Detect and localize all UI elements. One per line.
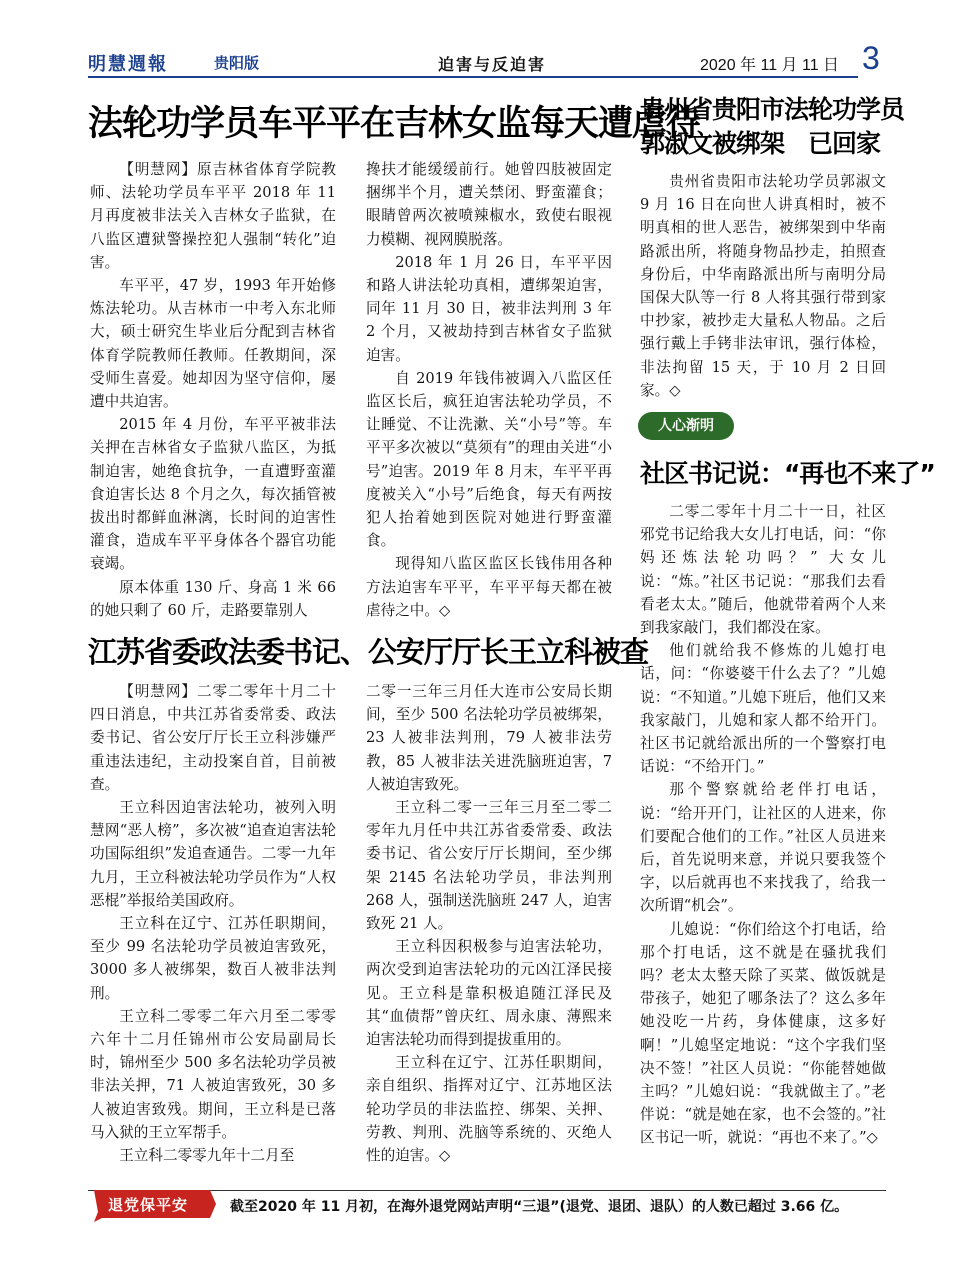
- paragraph: 王立科二零零九年十二月至: [119, 1147, 295, 1165]
- header-divider: [88, 76, 858, 78]
- article2-title: 江苏省委政法委书记、公安厅厅长王立科被查: [88, 635, 649, 669]
- paragraph: 搀扶才能缓缓前行。她曾四肢被固定捆绑半个月，遭关禁闭、野蛮灌食；眼睛曾两次被喷辣椒水，致使右眼视力模糊、视网膜脱落。: [366, 161, 612, 248]
- paragraph: 王立科在辽宁、江苏任职期间，亲自组织、指挥对辽宁、江苏地区法轮功学员的非法监控、绑架、关押、劳教、判刑、洗脑等系统的、灭绝人性的迫害。◇: [366, 1054, 612, 1165]
- paragraph: 二零二零年十月二十一日，社区邪党书记给我大女儿打电话，问：“你妈还炼法轮功吗？” 大女儿说：“炼。”社区书记说：“那我们去看看老太太。”随后，他就带着两个人来到我家敲门，我们都没在家。: [640, 503, 886, 637]
- article3-title-line-1: 贵州省贵阳市法轮功学员: [640, 95, 905, 124]
- paragraph: 【明慧网】原吉林省体育学院教师、法轮功学员车平平 2018 年 11 月再度被非法关入吉林女子监狱，在八监区遭狱警操控犯人强制“转化”迫害。: [90, 161, 336, 271]
- paragraph: 王立科在辽宁、江苏任职期间，至少 99 名法轮功学员被迫害致死，3000 多人被绑架，数百人被非法判刑。: [90, 915, 336, 1002]
- paragraph: 自 2019 年钱伟被调入八监区任监区长后，疯狂迫害法轮功学员，不让睡觉、不让洗漱、关“小号”等。车平平多次被以“莫须有”的理由关进“小号”迫害。2019 年 8 月末，车平平再度被关入“小号”后绝食，每天有两按犯人抬着她到医院对她进行野蛮灌食。: [366, 369, 612, 550]
- article2-column-1: [90, 680, 336, 1167]
- page-number: 3: [862, 40, 880, 76]
- article2-column-2: [366, 680, 612, 1167]
- paragraph: 车平平，47 岁，1993 年开始修炼法轮功。从吉林市一中考入东北师大，硕士研究生毕业后分配到吉林省体育学院教师任教师。任教期间，深受师生喜爱。她却因为坚守信仰，屡遭中共迫害。: [90, 277, 336, 411]
- paragraph: 他们就给我不修炼的儿媳打电话，问：“你婆婆干什么去了？”儿媳说：“不知道。”儿媳下班后，他们又来我家敲门，儿媳和家人都不给开门。社区书记就给派出所的一个警察打电话说：“不给开门。”: [640, 642, 886, 776]
- article1-column-2: [366, 158, 612, 622]
- paragraph: 儿媳说：“你们给这个打电话，给那个打电话，这不就是在骚扰我们吗？老太太整天除了买菜、做饭就是带孩子，她犯了哪条法了？这么多年她没吃一片药，身体健康，这多好啊！”儿媳坚定地说：“这个字我们坚决不签！”社区人员说：“你能替她做主吗？”儿媳妇说：“我就做主了。”老伴说：“就是她在家，也不会签的。”社区书记一听，就说：“再也不来了。”◇: [640, 920, 886, 1147]
- paragraph: 【明慧网】二零二零年十月二十四日消息，中共江苏省委常委、政法委书记、省公安厅厅长王立科涉嫌严重违法违纪，主动投案自首，目前被查。: [90, 683, 336, 793]
- footer-badge-label: 退党保平安: [108, 1196, 189, 1214]
- paragraph: 2015 年 4 月份，车平平被非法关押在吉林省女子监狱八监区，为抵制迫害，她绝食抗争，一直遭野蛮灌食迫害长达 8 个月之久，每次插管被拔出时都鲜血淋漓，长时间的迫害性灌食，造成车平平身体各个器官功能衰竭。: [90, 416, 336, 573]
- section-tag: 人心渐明: [638, 412, 734, 440]
- footer-notice: 截至2020 年 11 月初，在海外退党网站声明“三退”(退党、退团、退队）的人数已超过 3.66 亿。: [230, 1199, 849, 1215]
- paragraph: 王立科二零零二年六月至二零零六年十二月任锦州市公安局副局长时，锦州至少 500 多名法轮功学员被非法关押，71 人被迫害致死，30 多人被迫害致残。期间，王立科是已落马入狱的王立军帮手。: [90, 1007, 336, 1141]
- article3-body: [640, 170, 886, 402]
- newspaper-logo: 明慧週報: [88, 54, 168, 75]
- page-header: [88, 40, 888, 78]
- paragraph: 贵州省贵阳市法轮功学员郭淑文 9 月 16 日在向世人讲真相时，被不明真相的世人恶告，被绑架到中华南路派出所，将随身物品抄走，拍照查身份后，中华南路派出所与南明分局国保大队等一行 8 人将其强行带到家中抄家，被抄走大量私人物品。之后强行戴上手铐非法审讯，强行体检，非法拘留 15 天，于 10 月 2 日回家。◇: [640, 173, 886, 399]
- paragraph: 原本体重 130 斤、身高 1 米 66 的她只剩了 60 斤，走路要靠别人: [90, 578, 336, 619]
- article3-title-line-2: 郭淑文被绑架 已回家: [640, 129, 881, 158]
- paragraph: 2018 年 1 月 26 日，车平平因和路人讲法轮功真相，遭绑架迫害，同年 11 月 30 日，被非法判刑 3 年 2 个月，又被劫持到吉林省女子监狱迫害。: [366, 253, 612, 364]
- paragraph: 二零一三年三月任大连市公安局长期间，至少 500 名法轮功学员被绑架，23 人被非法判刑，79 人被非法劳教，85 人被非法关进洗脑班迫害，7 人被迫害致死。: [366, 683, 612, 793]
- paragraph: 王立科因迫害法轮功，被列入明慧网“恶人榜”，多次被“追查迫害法轮功国际组织”发追查通告。二零一九年九月，王立科被法轮功学员作为“人权恶棍”举报给美国政府。: [90, 799, 336, 909]
- article4-body: [640, 500, 886, 1150]
- footer-badge: [90, 1186, 218, 1222]
- paragraph: 王立科因积极参与迫害法轮功，两次受到迫害法轮功的元凶江泽民接见。王立科是靠积极追随江泽民及其“血债帮”曾庆红、周永康、薄熙来迫害法轮功而得到提拔重用的。: [366, 938, 612, 1049]
- article4-title: 社区书记说：“再也不来了”: [640, 459, 935, 488]
- section-title: 迫害与反迫害: [438, 55, 547, 74]
- article1-title: 法轮功学员车平平在吉林女监每天遭虐待: [88, 104, 701, 144]
- edition-label: 贵阳版: [214, 54, 260, 72]
- article1-column-1: [90, 158, 336, 622]
- issue-date: 2020 年 11 月 11 日: [700, 57, 840, 74]
- paragraph: 那个警察就给老伴打电话，说：“给开开门，让社区的人进来，你们要配合他们的工作。”社区人员进来后，首先说明来意，并说只要我签个字，以后就再也不来找我了，给我一次所谓“机会”。: [640, 781, 886, 915]
- paragraph: 王立科二零一三年三月至二零二零年九月任中共江苏省委常委、政法委书记、省公安厅厅长期间，至少绑架 2145 名法轮功学员，非法判刑 268 人，强制送洗脑班 247 人，迫害致死 21 人。: [366, 799, 612, 933]
- paragraph: 现得知八监区监区长钱伟用各种方法迫害车平平，车平平每天都在被虐待之中。◇: [366, 555, 612, 619]
